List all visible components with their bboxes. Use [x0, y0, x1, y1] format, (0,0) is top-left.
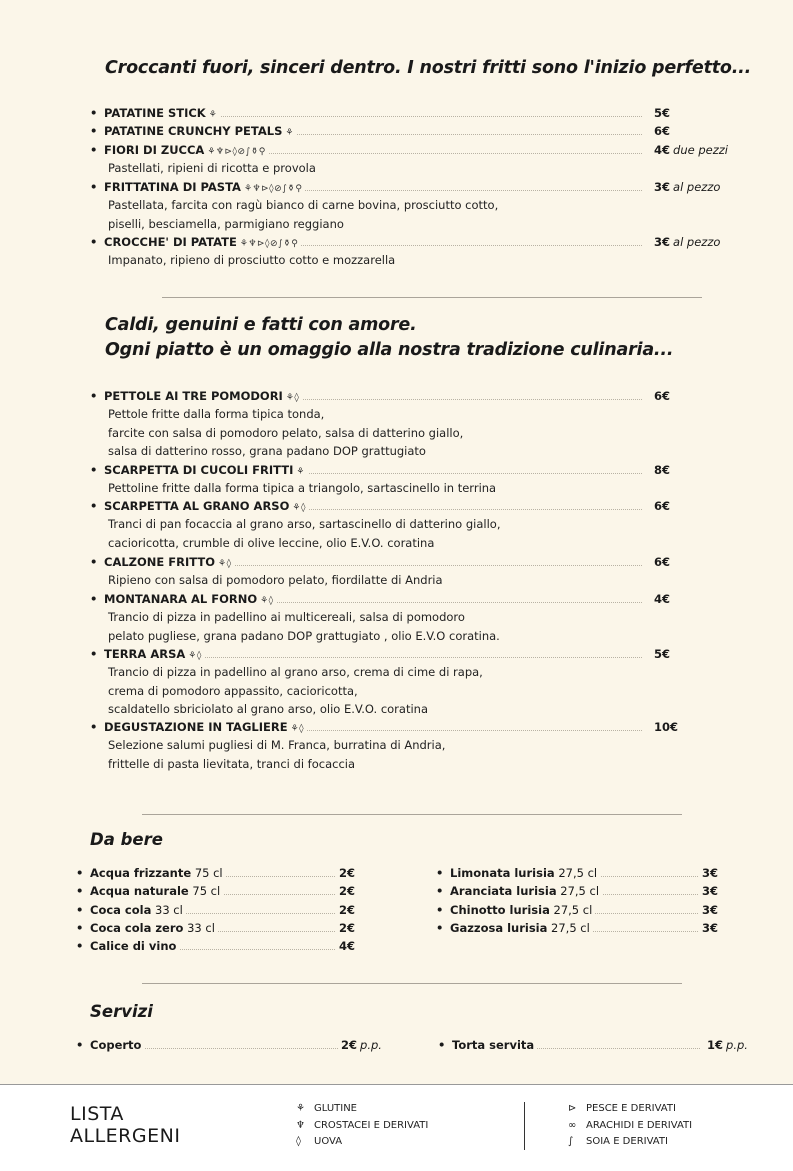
item-description: Pettoline fritte dalla forma tipica a triangolo, sartascinello in terrina — [108, 481, 497, 495]
price-note: due pezzi — [673, 143, 728, 157]
item-price: 6€ — [654, 124, 671, 138]
drink-item — [436, 864, 726, 882]
service-price: 1€ p.p. — [707, 1038, 748, 1052]
allergen-icons: ⚘◊ — [218, 559, 232, 569]
allergen-icons: ⚘ — [296, 467, 305, 477]
drink-name: Acqua naturale 75 cl — [90, 882, 223, 900]
bullet: • — [90, 124, 98, 138]
drink-item — [76, 901, 366, 919]
menu-item — [90, 387, 750, 405]
menu-item — [90, 122, 750, 140]
fritti-title: Croccanti fuori, sinceri dentro. I nostri fritti sono l'inizio perfetto... — [105, 58, 752, 78]
item-price: 8€ — [654, 463, 671, 477]
menu-item — [90, 233, 750, 251]
item-name: SCARPETTA DI CUCOLI FRITTI ⚘ — [104, 461, 308, 481]
item-description: Impanato, ripieno di prosciutto cotto e mozzarella — [108, 253, 396, 267]
legend-label: SOIA E DERIVATI — [586, 1136, 668, 1147]
legend-row — [568, 1134, 692, 1151]
item-name: PATATINE CRUNCHY PETALS ⚘ — [104, 122, 297, 142]
item-name: CROCCHE' DI PATATE ⚘♆⊳◊⊘∫⚱⚲ — [104, 233, 301, 253]
bullet: • — [90, 720, 98, 734]
section-divider — [142, 814, 682, 815]
drink-name: Calice di vino — [90, 937, 179, 955]
item-price: 3€ al pezzo — [654, 180, 721, 194]
legend-label: GLUTINE — [314, 1103, 357, 1114]
drink-item — [76, 864, 366, 882]
service-name: Torta servita — [452, 1036, 537, 1054]
legend-label: UOVA — [314, 1136, 343, 1147]
allergen-icons: ⚘◊ — [290, 724, 305, 734]
item-description: Trancio di pizza in padellino al grano arso, crema di cime di rapa, crema di pomodoro appassito, cacioricotta, scaldatello sbriciolato al grano arso, olio E.V.O. coratina — [108, 665, 483, 716]
item-name: FRITTATINA DI PASTA ⚘♆⊳◊⊘∫⚱⚲ — [104, 178, 305, 198]
drink-price: 2€ — [339, 866, 356, 880]
item-name: FIORI DI ZUCCA ⚘♆⊳◊⊘∫⚱⚲ — [104, 141, 269, 161]
allergen-icons: ⚘◊ — [260, 596, 274, 606]
allergen-footer — [0, 1085, 793, 1171]
allergen-icons: ⚘ — [208, 110, 218, 120]
drink-item — [436, 901, 726, 919]
soy-icon: ∫ — [568, 1136, 574, 1147]
allergen-icons: ⚘ — [285, 128, 294, 138]
item-description: Pastellati, ripieni di ricotta e provola — [108, 161, 316, 175]
bullet: • — [76, 921, 84, 935]
allergen-legend-left — [296, 1101, 428, 1151]
bullet: • — [90, 463, 98, 477]
bullet: • — [90, 592, 98, 606]
item-price: 5€ — [654, 106, 671, 120]
bullet: • — [76, 939, 84, 953]
legend-label: CROSTACEI E DERIVATI — [314, 1119, 429, 1131]
caldi-title-line1: Caldi, genuini e fatti con amore. — [105, 315, 417, 335]
item-price: 6€ — [654, 389, 671, 403]
drink-item — [436, 882, 726, 900]
legend-label: PESCE E DERIVATI — [586, 1103, 676, 1114]
menu-item — [90, 141, 750, 159]
allergen-icons: ⚘◊ — [292, 503, 306, 513]
price-note: p.p. — [726, 1038, 748, 1052]
legend-label: ARACHIDI E DERIVATI — [586, 1119, 693, 1131]
item-name: SCARPETTA AL GRANO ARSO ⚘◊ — [104, 497, 309, 517]
drink-name: Coca cola zero 33 cl — [90, 919, 218, 937]
drink-price: 3€ — [702, 903, 719, 917]
bullet: • — [436, 884, 444, 898]
fish-icon: ⊳ — [568, 1103, 577, 1114]
menu-item — [90, 553, 750, 571]
drink-price: 3€ — [702, 921, 719, 935]
drink-name: Chinotto lurisia 27,5 cl — [450, 901, 595, 919]
allergen-icons: ⚘♆⊳◊⊘∫⚱⚲ — [207, 147, 266, 157]
drink-name: Limonata lurisia 27,5 cl — [450, 864, 600, 882]
legend-row — [296, 1134, 428, 1151]
menu-item — [90, 461, 750, 479]
crustacean-icon: ♆ — [296, 1119, 305, 1131]
gluten-icon: ⚘ — [296, 1103, 305, 1114]
item-name: DEGUSTAZIONE IN TAGLIERE ⚘◊ — [104, 718, 307, 738]
caldi-title-line2: Ogni piatto è un omaggio alla nostra tradizione culinaria... — [105, 340, 674, 360]
drinks-title: Da bere — [90, 830, 163, 849]
section-divider — [142, 983, 682, 984]
drink-price: 3€ — [702, 866, 719, 880]
bullet: • — [76, 866, 84, 880]
price-note: al pezzo — [673, 180, 721, 194]
bullet: • — [76, 903, 84, 917]
service-item-coperto — [76, 1036, 396, 1054]
allergen-icons: ⚘◊ — [188, 651, 202, 661]
item-price: 4€ — [654, 592, 671, 606]
menu-item — [90, 104, 750, 122]
legend-row — [296, 1101, 428, 1118]
drink-price: 2€ — [339, 884, 356, 898]
bullet: • — [90, 555, 98, 569]
service-price: 2€ p.p. — [341, 1038, 382, 1052]
item-name: CALZONE FRITTO ⚘◊ — [104, 553, 235, 573]
bullet: • — [436, 921, 444, 935]
menu-item — [90, 178, 750, 196]
drink-item — [76, 882, 366, 900]
service-item-torta — [438, 1036, 753, 1054]
drink-item — [436, 919, 726, 937]
item-description: Trancio di pizza in padellino ai multicereali, salsa di pomodoro pelato pugliese, grana padano DOP grattugiato , olio E.V.O coratina. — [108, 610, 500, 643]
bullet: • — [76, 884, 84, 898]
bullet: • — [90, 106, 98, 120]
item-name: TERRA ARSA ⚘◊ — [104, 645, 205, 665]
services-title: Servizi — [90, 1002, 153, 1021]
item-price: 3€ al pezzo — [654, 235, 721, 249]
item-name: PETTOLE AI TRE POMODORI ⚘◊ — [104, 387, 302, 407]
drink-name: Aranciata lurisia 27,5 cl — [450, 882, 602, 900]
item-price: 10€ — [654, 720, 679, 734]
bullet: • — [438, 1038, 446, 1052]
bullet: • — [436, 903, 444, 917]
drink-price: 4€ — [339, 939, 356, 953]
item-name: MONTANARA AL FORNO ⚘◊ — [104, 590, 277, 610]
section-divider — [162, 297, 702, 298]
price-note: al pezzo — [673, 235, 721, 249]
bullet: • — [90, 143, 98, 157]
legend-separator — [524, 1102, 525, 1150]
drink-item — [76, 937, 366, 955]
peanut-icon: ∞ — [568, 1119, 577, 1131]
legend-row — [568, 1101, 692, 1118]
allergen-icons: ⚘♆⊳◊⊘∫⚱⚲ — [239, 239, 299, 249]
allergen-icons: ⚘◊ — [285, 393, 300, 403]
service-name: Coperto — [90, 1036, 144, 1054]
allergen-icons: ⚘♆⊳◊⊘∫⚱⚲ — [243, 184, 303, 194]
bullet: • — [90, 647, 98, 661]
item-price: 6€ — [654, 555, 671, 569]
item-name: PATATINE STICK ⚘ — [104, 104, 220, 124]
legend-row — [568, 1118, 692, 1135]
item-description: Tranci di pan focaccia al grano arso, sartascinello di datterino giallo, cacioricotta, crumble di olive leccine, olio E.V.O. coratina — [108, 517, 501, 550]
drink-name: Coca cola 33 cl — [90, 901, 186, 919]
legend-row — [296, 1118, 428, 1135]
item-price: 4€ due pezzi — [654, 143, 728, 157]
bullet: • — [90, 235, 98, 249]
allergen-legend-right — [568, 1101, 692, 1151]
menu-item — [90, 497, 750, 515]
egg-icon: ◊ — [296, 1136, 301, 1147]
allergen-list-title: LISTA ALLERGENI — [70, 1103, 181, 1147]
bullet: • — [76, 1038, 84, 1052]
item-price: 6€ — [654, 499, 671, 513]
item-description: Ripieno con salsa di pomodoro pelato, fiordilatte di Andria — [108, 573, 443, 587]
bullet: • — [90, 389, 98, 403]
menu-item — [90, 645, 750, 663]
drink-name: Acqua frizzante 75 cl — [90, 864, 226, 882]
drink-name: Gazzosa lurisia 27,5 cl — [450, 919, 593, 937]
drink-price: 2€ — [339, 903, 356, 917]
drink-price: 2€ — [339, 921, 356, 935]
item-description: Selezione salumi pugliesi di M. Franca, burratina di Andria, frittelle di pasta lievitata, tranci di focaccia — [108, 738, 446, 771]
drink-item — [76, 919, 366, 937]
item-description: Pastellata, farcita con ragù bianco di carne bovina, prosciutto cotto, piselli, besciamella, parmigiano reggiano — [108, 198, 499, 231]
item-description: Pettole fritte dalla forma tipica tonda, farcite con salsa di pomodoro pelato, salsa di datterino giallo, salsa di datterino rosso, grana padano DOP grattugiato — [108, 407, 464, 458]
bullet: • — [436, 866, 444, 880]
price-note: p.p. — [360, 1038, 382, 1052]
menu-item — [90, 590, 750, 608]
bullet: • — [90, 180, 98, 194]
drink-price: 3€ — [702, 884, 719, 898]
menu-item — [90, 718, 750, 736]
bullet: • — [90, 499, 98, 513]
item-price: 5€ — [654, 647, 671, 661]
